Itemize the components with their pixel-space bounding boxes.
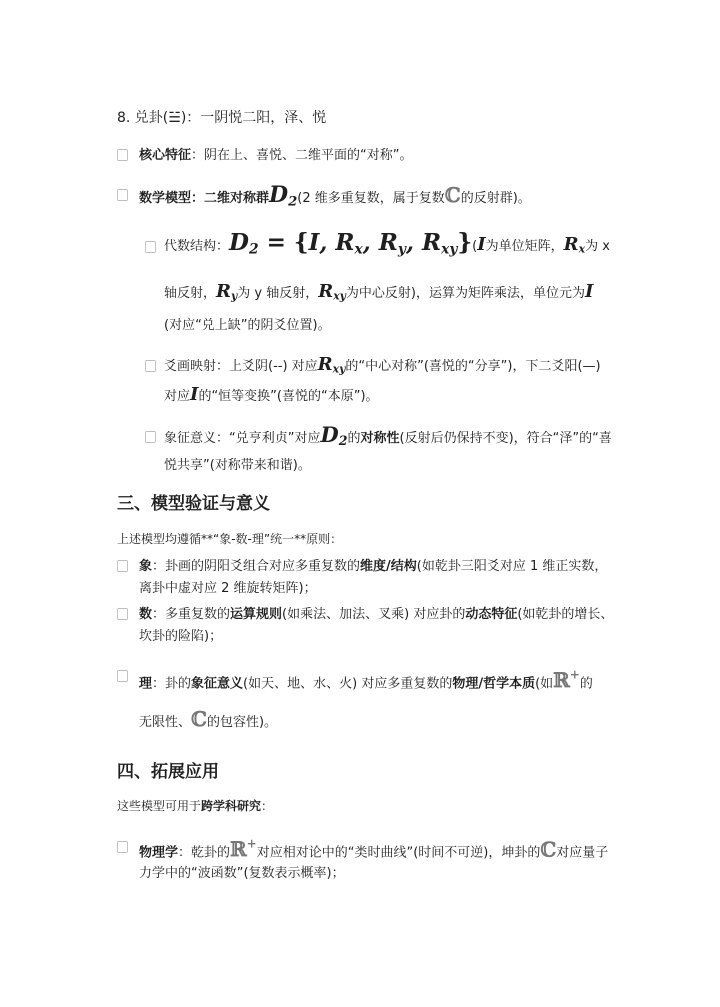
bullet-icon: ⃞ bbox=[145, 360, 156, 373]
algebra-line-2: 轴反射，$R_y$为 y 轴反射，$R_{xy}$为中心反射)，运算为矩阵乘法，单位元为I bbox=[164, 281, 594, 303]
section-4-heading: 四、拓展应用 bbox=[117, 762, 219, 782]
complex-c-symbol: ℂ bbox=[444, 183, 461, 207]
complex-c-symbol-3: ℂ bbox=[540, 837, 557, 862]
physics-line-2: 力学中的“波函数”(复数表示概率)； bbox=[139, 866, 345, 881]
math-text-c: 的反射群)。 bbox=[460, 191, 531, 206]
bullet-shu bbox=[117, 605, 128, 625]
symbol-line-1: 象征意义：“兑亨利贞”对应$D_2$的对称性(反射后仍保持不变)，符合“泽”的“喜 bbox=[164, 422, 612, 449]
real-positive-symbol: ℝ+ bbox=[553, 668, 580, 693]
section-8-heading: 8. 兑卦(☱)：一阴悦二阳，泽、悦 bbox=[117, 110, 327, 126]
li-line-1: 理：卦的象征意义(如天、地、水、火) 对应多重复数的物理/哲学本质(如ℝ+的 bbox=[139, 668, 593, 693]
xiang-line-2: 离卦中虚对应 2 维旋转矩阵)； bbox=[139, 581, 317, 596]
core-label: 核心特征 bbox=[139, 148, 192, 163]
formula-d2: $D_2$ bbox=[269, 182, 298, 210]
bullet-icon: ⃞ bbox=[117, 189, 128, 202]
algebra-label: 代数结构： bbox=[164, 239, 230, 254]
bullet-icon: ⃞ bbox=[117, 841, 128, 854]
physics-line-1: 物理学：乾卦的ℝ+对应相对论中的“类时曲线”(时间不可逆)，坤卦的ℂ对应量子 bbox=[139, 837, 609, 862]
xiang-line-1: 象：卦画的阴阳爻组合对应多重复数的维度/结构(如乾卦三阳爻对应 1 维正实数， bbox=[139, 559, 608, 574]
bullet-icon: ⃞ bbox=[145, 431, 156, 444]
rxy-symbol: $R_{xy}$ bbox=[318, 281, 346, 303]
math-model-line bbox=[139, 182, 531, 215]
bullet-core bbox=[117, 146, 128, 166]
core-text: ：阴在上、喜悦、二维平面的“对称”。 bbox=[191, 148, 413, 163]
math-text-a: ：二维对称群 bbox=[191, 191, 270, 206]
bullet-li bbox=[117, 667, 128, 687]
symbol-line-2: 悦共享”(对称带来和谐)。 bbox=[164, 458, 311, 473]
section-4-intro: 这些模型可用于跨学科研究： bbox=[117, 799, 274, 813]
formula-d2-set: $D_2 = \{I$, $R_x$, $R_y$, $R_{xy}$} bbox=[229, 229, 473, 258]
bullet-xiang bbox=[117, 557, 128, 577]
shu-line-1: 数：多重复数的运算规则(如乘法、加法、叉乘) 对应卦的动态特征(如乾卦的增长、 bbox=[139, 607, 614, 622]
real-positive-symbol-2: ℝ+ bbox=[230, 837, 257, 862]
core-feature-line bbox=[139, 146, 413, 166]
rxy-symbol-2: $R_{xy}$ bbox=[317, 354, 346, 376]
section-3-heading: 三、模型验证与意义 bbox=[117, 494, 270, 514]
algebra-line-1: 代数结构：$D_2 = \{I$, $R_x$, $R_y$, $R_{xy}\}(I$为单位矩阵，$R_x$为 x bbox=[164, 229, 610, 258]
bullet-yao bbox=[145, 357, 156, 377]
bullet-icon: ⃞ bbox=[145, 241, 156, 254]
bullet-symbol bbox=[145, 428, 156, 448]
shu-line-2: 坎卦的险陷)； bbox=[139, 629, 223, 644]
identity-i: I bbox=[477, 234, 486, 255]
bullet-icon: ⃞ bbox=[117, 670, 128, 683]
bullet-icon: ⃞ bbox=[117, 608, 128, 621]
bullet-icon: ⃞ bbox=[117, 149, 128, 162]
yao-line-2: 对应I的“恒等变换”(喜悦的“本原”)。 bbox=[164, 384, 379, 405]
section-3-intro: 上述模型均遵循**“象-数-理”统一**原则： bbox=[117, 532, 343, 546]
identity-i-2: I bbox=[585, 281, 594, 302]
math-text-b: (2 维多重复数，属于复数 bbox=[297, 191, 445, 206]
identity-i-3: I bbox=[190, 384, 199, 405]
li-line-2: 无限性、ℂ的包容性)。 bbox=[139, 707, 278, 731]
algebra-line-3: (对应“兑上缺”的阴爻位置)。 bbox=[164, 318, 331, 333]
bullet-algebra bbox=[145, 238, 156, 258]
bullet-icon: ⃞ bbox=[117, 560, 128, 573]
complex-c-symbol-2: ℂ bbox=[191, 707, 207, 731]
rx-symbol: $R_x$ bbox=[563, 234, 586, 256]
formula-d2-2: $D_2$ bbox=[320, 422, 348, 449]
ry-symbol: $R_y$ bbox=[216, 281, 238, 303]
yao-line-1: 爻画映射：上爻阴(--) 对应$R_{xy}$的“中心对称”(喜悦的“分享”)，下二爻阳(—) bbox=[164, 354, 601, 376]
bullet-math bbox=[117, 186, 128, 206]
bullet-physics bbox=[117, 838, 128, 858]
math-label: 数学模型 bbox=[139, 191, 192, 206]
